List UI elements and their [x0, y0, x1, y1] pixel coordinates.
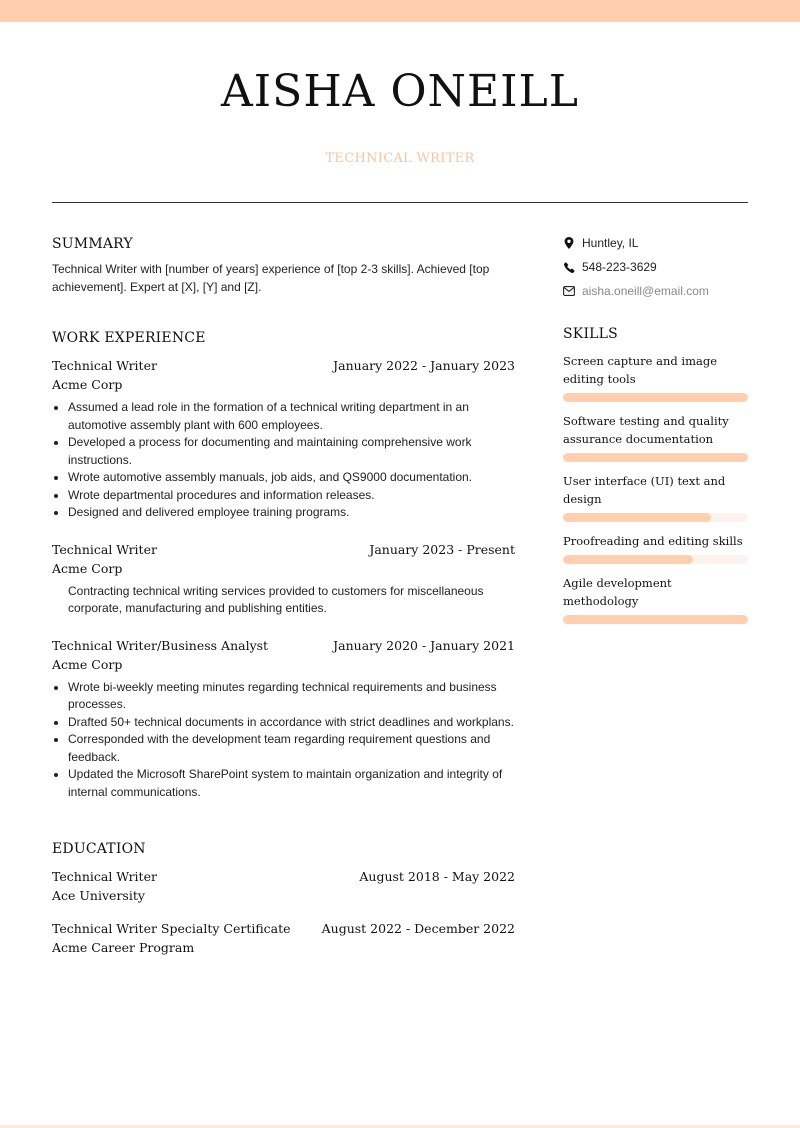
skill-name: Proofreading and editing skills: [563, 534, 743, 548]
phone-icon: [563, 261, 575, 273]
job-company: Acme Corp: [52, 560, 123, 576]
map-pin-icon: [563, 237, 575, 249]
skill-bar: [563, 453, 748, 462]
job-bullets: [52, 399, 515, 522]
email-link[interactable]: aisha.oneill@email.com: [582, 284, 709, 298]
skill-item: [563, 472, 748, 522]
skill-item: [563, 532, 748, 564]
skills-heading: SKILLS: [563, 326, 618, 342]
list-item: • Wrote departmental procedures and information releases.: [68, 487, 515, 505]
job-role: Technical Writer/Business Analyst: [52, 637, 269, 653]
job-entry: [52, 638, 515, 802]
contact-location: [563, 234, 748, 252]
education-heading: EDUCATION: [52, 841, 146, 857]
skill-name: Software testing and quality assurance documentation: [563, 414, 729, 446]
skill-item: [563, 352, 748, 402]
work-experience-heading: WORK EXPERIENCE: [52, 330, 206, 346]
skill-bar: [563, 555, 748, 564]
skill-bar-fill: [563, 453, 748, 462]
job-title: TECHNICAL WRITER: [325, 151, 475, 166]
education-entry: [52, 869, 515, 903]
education-dates: August 2022 - December 2022: [321, 921, 515, 936]
skill-bar-fill: [563, 615, 748, 624]
list-item: • Updated the Microsoft SharePoint system to maintain organization and integrity of internal communications.: [68, 766, 515, 801]
skill-bar-fill: [563, 393, 748, 402]
skill-bar-fill: [563, 555, 693, 564]
list-item: • Wrote bi-weekly meeting minutes regarding technical requirements and business processes.: [68, 679, 515, 714]
job-entry: [52, 358, 515, 522]
education-entry: [52, 921, 515, 955]
summary-heading: SUMMARY: [52, 236, 133, 252]
job-company: Acme Corp: [52, 656, 123, 672]
job-dates: January 2023 - Present: [369, 541, 515, 557]
list-item: • Corresponded with the development team regarding requirement questions and feedback.: [68, 731, 515, 766]
header-divider: [52, 202, 748, 203]
skill-bar: [563, 393, 748, 402]
skill-bar: [563, 513, 748, 522]
education-dates: August 2018 - May 2022: [359, 869, 515, 884]
education-school: Ace University: [52, 888, 145, 903]
list-item: • Developed a process for documenting and maintaining comprehensive work instructions.: [68, 434, 515, 469]
candidate-name: AISHA ONEILL: [221, 66, 579, 117]
job-bullets: [52, 679, 515, 802]
job-dates: January 2020 - January 2021: [333, 637, 515, 653]
job-role: Technical Writer: [52, 541, 157, 557]
job-dates: January 2022 - January 2023: [333, 358, 515, 373]
skill-bar: [563, 615, 748, 624]
skill-bar-fill: [563, 513, 711, 522]
list-item: • Wrote automotive assembly manuals, job aids, and QS9000 documentation.: [68, 469, 515, 487]
list-item: • Drafted 50+ technical documents in accordance with strict deadlines and workplans.: [68, 714, 515, 732]
job-description: Contracting technical writing services provided to customers for miscellaneous corporate, manufacturing and publishing entities.: [68, 583, 484, 615]
list-item: • Designed and delivered employee training programs.: [68, 504, 515, 522]
job-company: Acme Corp: [52, 377, 123, 392]
skill-item: [563, 574, 748, 624]
main-column: [52, 236, 515, 955]
job-entry: [52, 542, 515, 618]
education-school: Acme Career Program: [52, 940, 195, 955]
skill-name: User interface (UI) text and design: [563, 474, 726, 506]
location-text: Huntley, IL: [582, 236, 639, 250]
contact-phone: [563, 258, 748, 276]
summary-text: Technical Writer with [number of years] experience of [top 2-3 skills]. Achieved [top achievement]. Expert at [X], [Y] and [Z].: [52, 262, 490, 294]
top-accent-band: [0, 0, 800, 22]
list-item: • Assumed a lead role in the formation of a technical writing department in an automotive assembly plant with 600 employees.: [68, 399, 515, 434]
skill-item: [563, 412, 748, 462]
skill-name: Screen capture and image editing tools: [563, 354, 718, 386]
job-role: Technical Writer: [52, 358, 157, 373]
sidebar-column: [563, 234, 748, 624]
skill-name: Agile development methodology: [563, 576, 672, 608]
contact-email: [563, 282, 748, 300]
education-degree: Technical Writer: [52, 869, 157, 884]
phone-text: 548-223-3629: [582, 260, 657, 274]
mail-icon: [563, 285, 575, 297]
education-degree: Technical Writer Specialty Certificate: [52, 921, 291, 936]
